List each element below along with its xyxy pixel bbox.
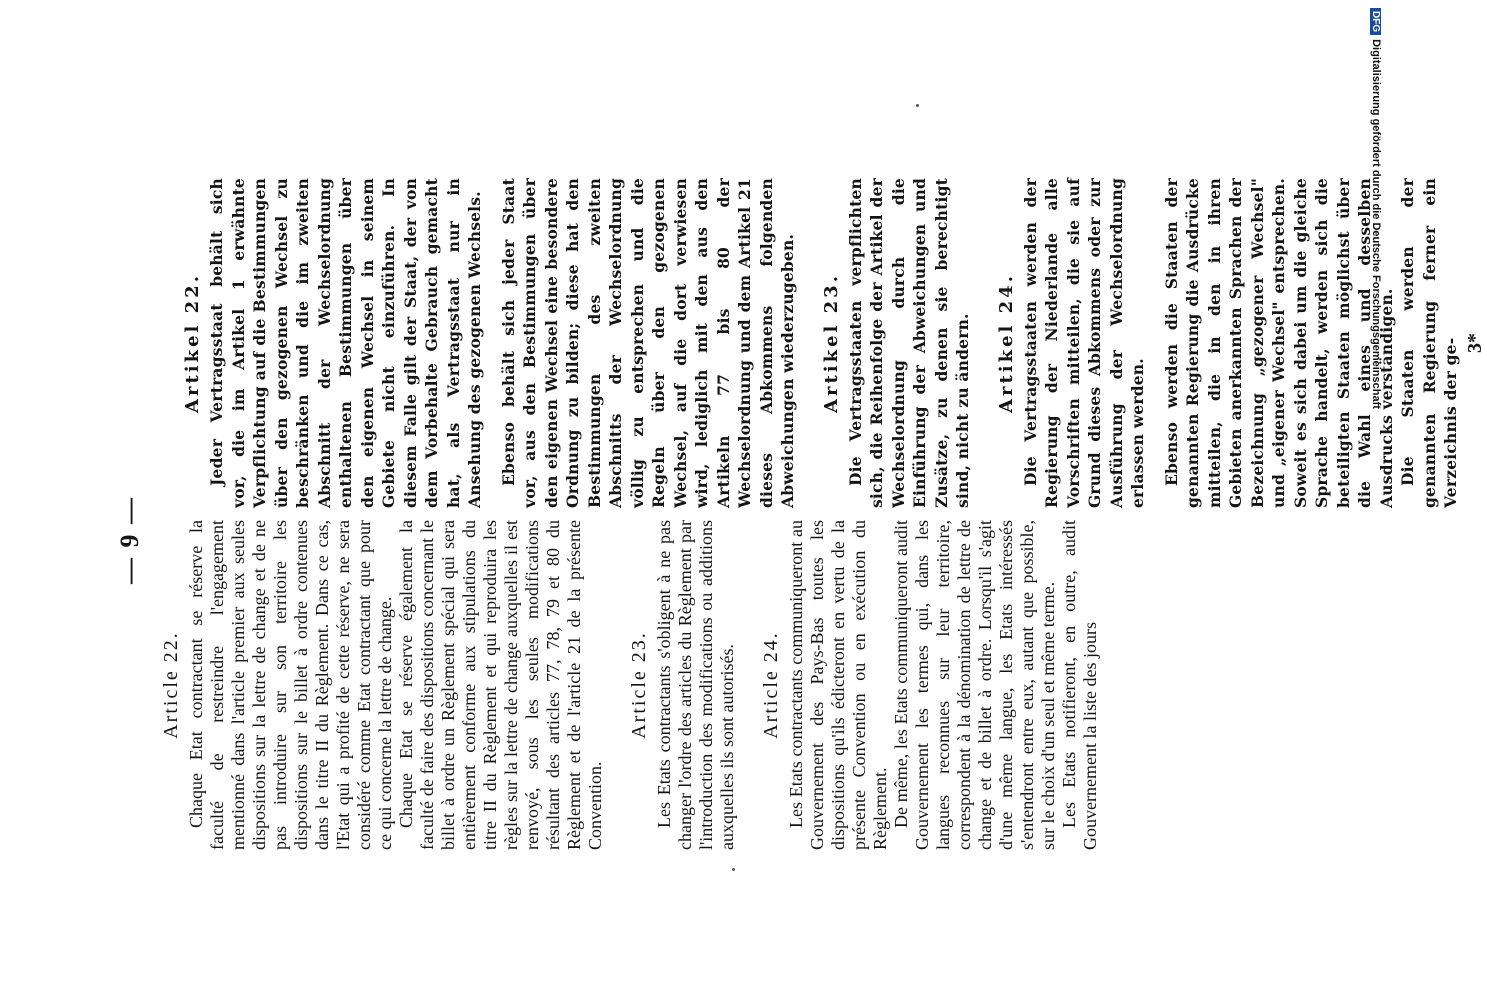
- article-22-paragraph-1-de: Jeder Vertragsstaat behält sich vor, die im Artikel 1 erwähnte Verpflichtung auf die Bestimmungen über den gezogenen Wechsel zu beschränken und die im zweiten Abschnitt der Wechselordnung enthaltenen Bestimmungen über den eigenen Wechsel in seinem Gebiete nicht einzuführen. In diesem Falle gilt der Staat, der von dem Vorbehalte Gebrauch gemacht hat, als Vertragsstaat nur in Ansehung des gezogenen Wechsels.: [207, 178, 484, 508]
- article-24-paragraph-1-de: Die Vertragsstaaten werden der Regierung der Niederlande alle Vorschriften mitteilen, die sie auf Grund dieses Abkommens oder zur Ausführung der Wechselordnung erlassen werden.: [1020, 178, 1147, 508]
- article-22-paragraph-2-fr: Chaque Etat se réserve également la faculté de faire des dispositions concernant le billet à ordre un Règlement spécial qui sera entièrement conforme aux stipulations du titre II du Règlement et qui reproduira les règles sur la lettre de change auxquelles il est renvoyé, sous les seules modifications résultant des articles 77, 78, 79 et 80 du Règlement et de l'article 21 de la présente Convention.: [396, 520, 605, 850]
- article-22-heading-de: Artikel 22.: [182, 273, 203, 413]
- scan-speck: [732, 868, 735, 871]
- article-23-paragraph-1-fr: Les Etats contractants s'obligent à ne pas changer l'ordre des articles du Règlement par l'introduction des modifications ou additions auxquelles ils sont autorisés.: [654, 520, 737, 850]
- article-22-paragraph-1-fr: Chaque Etat contractant se réserve la faculté de restreindre l'engagement mentionné dans l'article premier aux seules dispositions sur la lettre de change et de ne pas introduire sur son territoire les dispositions sur le billet à ordre contenues dans le titre II du Règlement. Dans ce cas, l'Etat qui a profité de cette réserve, ne sera considéré comme Etat contractant que pour ce qui concerne la lettre de change.: [186, 520, 395, 850]
- article-24-paragraph-2-de: Ebenso werden die Staaten der genannten Regierung die Ausdrücke mitteilen, die in den in ihren Gebieten anerkannten Sprachen der Bezeichnung „gezogener Wechsel" und „eigener Wechsel" entsprechen. Soweit es sich dabei um die gleiche Sprache handelt, werden sich die beteiligten Staaten möglichst über die Wahl eines und desselben Ausdrucks verständigen.: [1161, 178, 1396, 508]
- german-column: [182, 178, 1487, 508]
- sheet-signature: 3*: [1463, 333, 1486, 353]
- article-22-paragraph-2-de: Ebenso behält sich jeder Staat vor, aus den Bestimmungen über den eigenen Wechsel eine besondere Ordnung zu bilden; diese hat den Bestimmungen des zweiten Abschnitts der Wechselordnung völlig zu entsprechen und die Regeln über den gezogenen Wechsel, auf die dort verwiesen wird, lediglich mit den aus den Artikeln 77 bis 80 der Wechselordnung und dem Artikel 21 dieses Abkommens folgenden Abweichungen wiederzugeben.: [498, 178, 797, 508]
- page-number: — 9 —: [115, 496, 144, 584]
- scan-speck: [916, 104, 919, 107]
- dfg-logo: DFG: [1370, 8, 1381, 35]
- article-24-heading-fr: Article 24.: [760, 631, 782, 739]
- credit-text: Digitalisierung gefördert durch die Deutsche Forschungsgemeinschaft: [1370, 39, 1382, 409]
- article-23-heading-fr: Article 23.: [628, 631, 650, 739]
- article-23-heading-de: Artikel 23.: [820, 273, 842, 413]
- article-23-paragraph-1-de: Die Vertragsstaaten verpflichten sich, die Reihenfolge der Artikel der Wechselordnung durch die Einführung der Abweichungen und Zusätze, zu denen sie berechtigt sind, nicht zu ändern.: [845, 178, 972, 508]
- article-24-paragraph-3-fr: Les Etats notifieront, en outre, audit Gouvernement la liste des jours: [1059, 520, 1100, 850]
- article-24-heading-de: Artikel 24.: [995, 273, 1017, 413]
- article-24-paragraph-2-fr: De même, les Etats communiqueront audit Gouvernement les termes qui, dans les langues reconnues sur leur territoire, correspondent à la dénomination de lettre de change et de billet à ordre. Lorsqu'il s'agit d'une même langue, les Etats intéressés s'entendront entre eux, autant que possible, sur le choix d'un seul et même terme.: [891, 520, 1058, 850]
- french-column: [160, 520, 1101, 850]
- digitization-credit: [1362, 8, 1382, 888]
- article-24-paragraph-3-de: Die Staaten werden der genannten Regierung ferner ein Verzeichnis der ge-: [1398, 178, 1460, 508]
- article-22-heading-fr: Article 22.: [160, 631, 182, 739]
- article-24-paragraph-1-fr: Les Etats contractants communiqueront au Gouvernement des Pays-Bas toutes les dispositions qu'ils édicteront en vertu de la présente Convention ou en exécution du Règlement.: [786, 520, 890, 850]
